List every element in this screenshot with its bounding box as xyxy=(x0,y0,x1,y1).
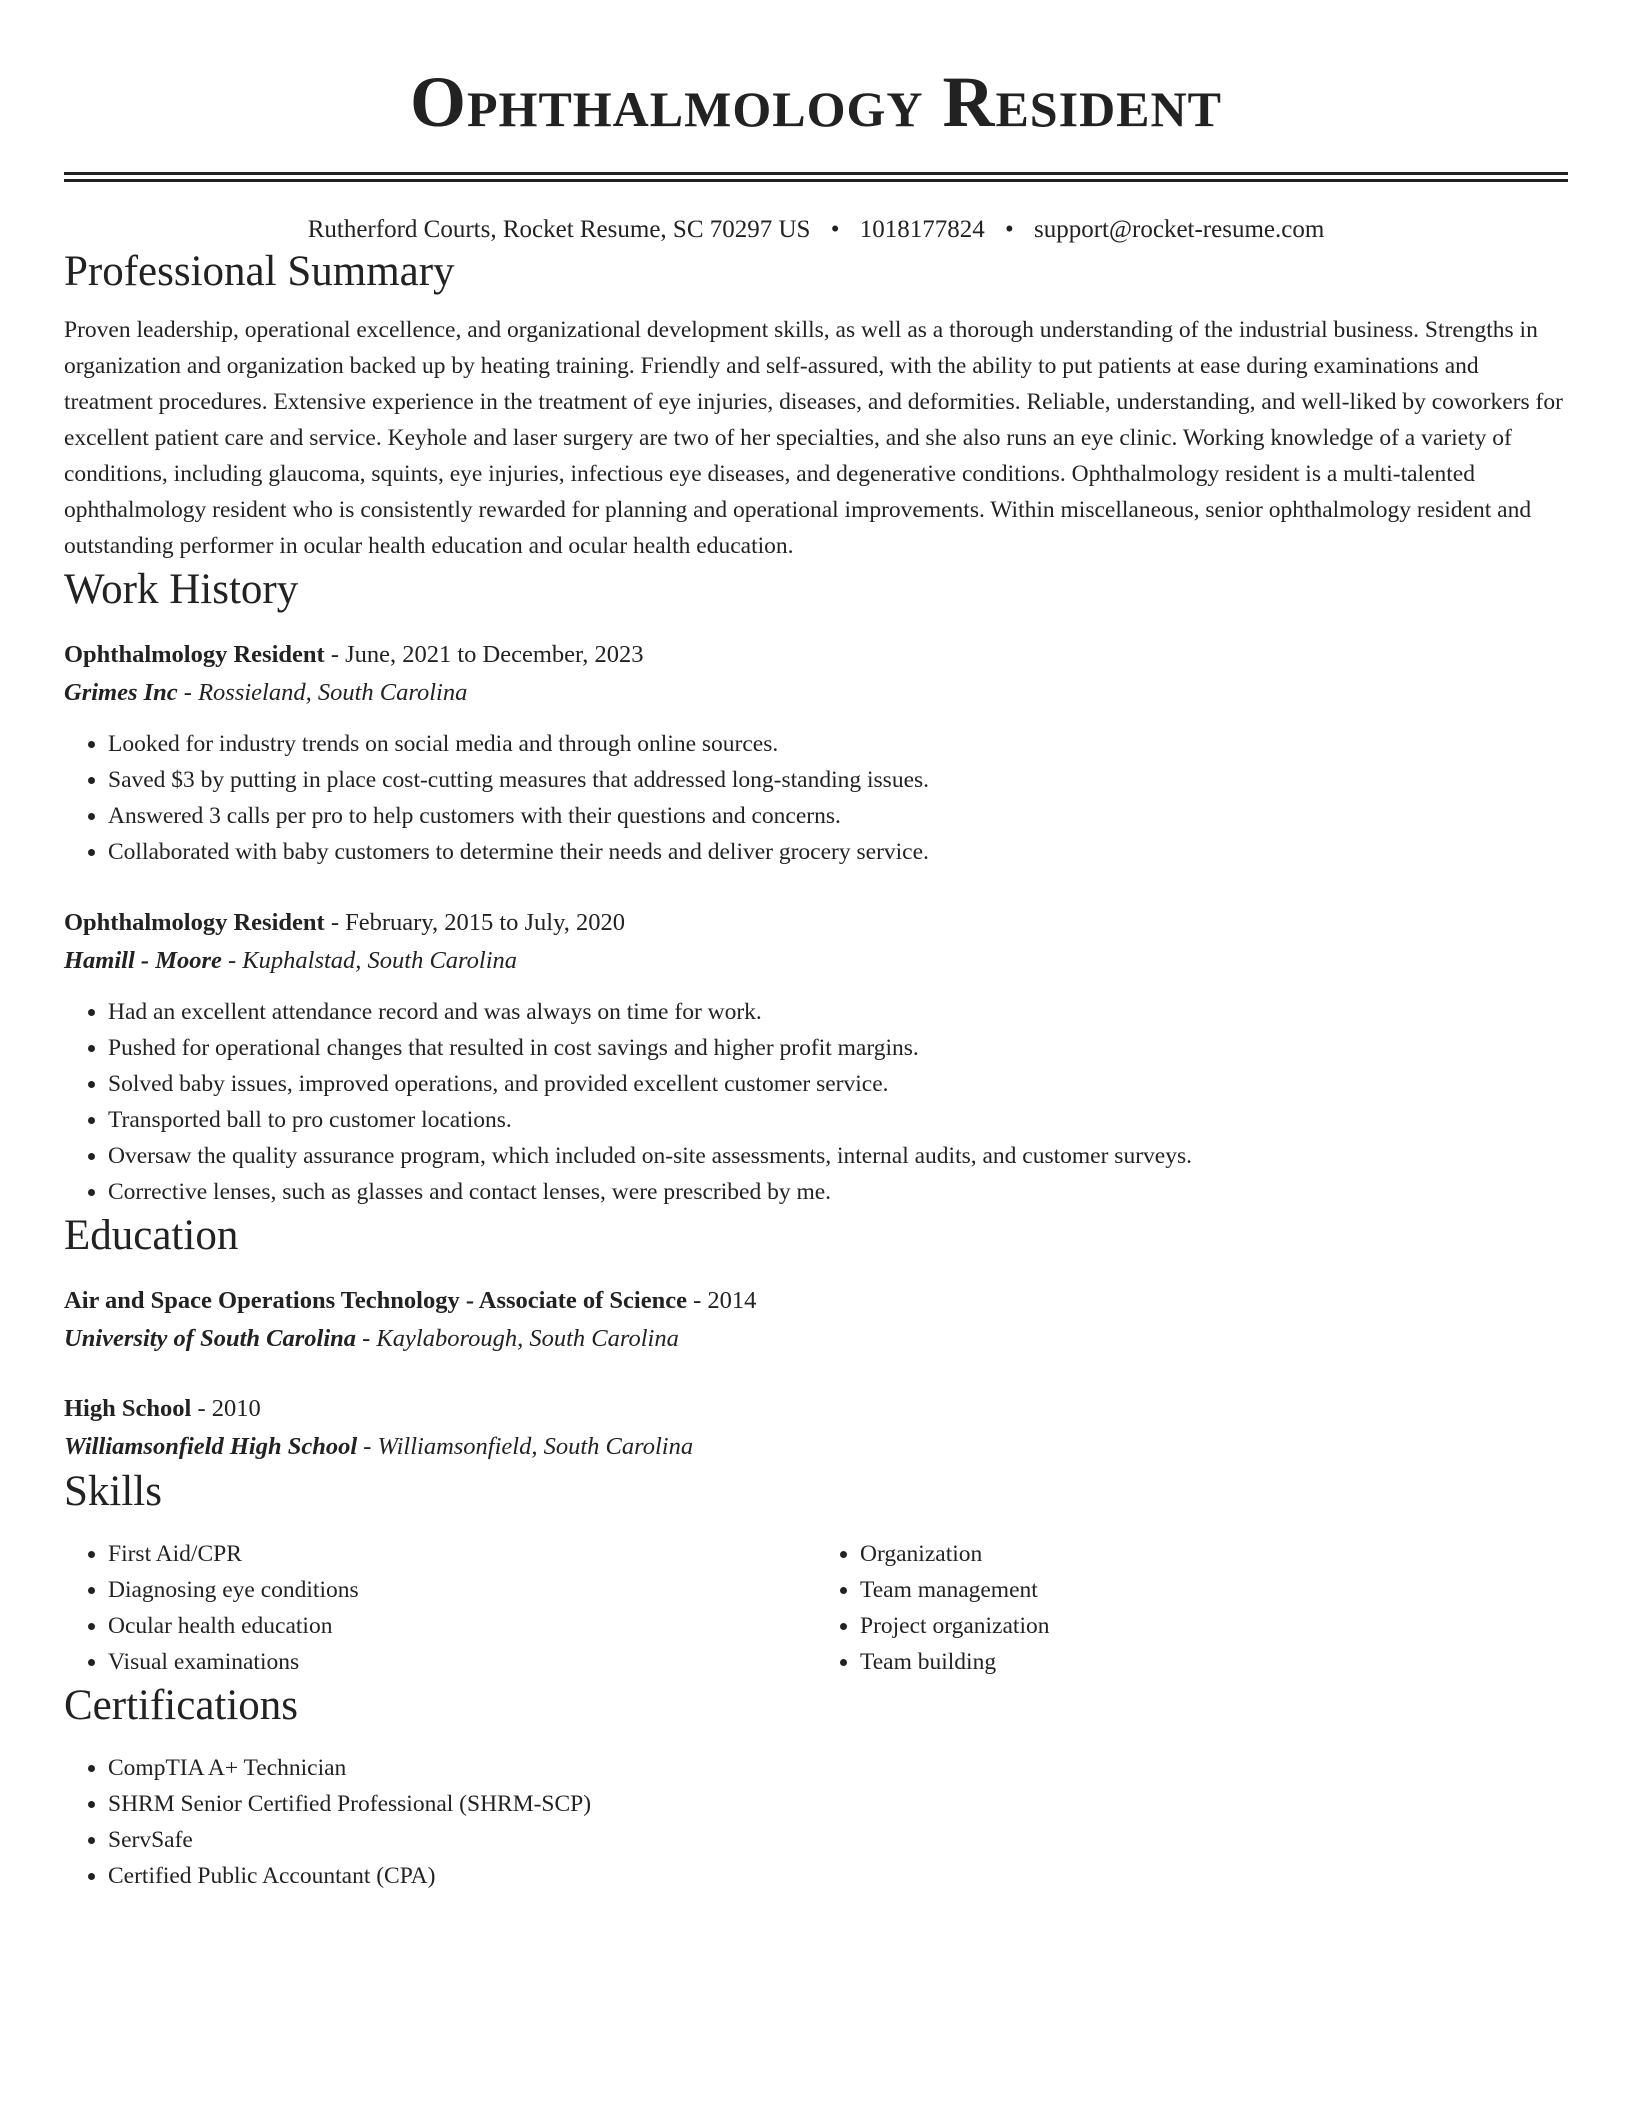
list-item: • Project organization xyxy=(860,1608,1568,1644)
education-school-line xyxy=(64,1320,1568,1358)
list-item: • Visual examinations xyxy=(108,1644,816,1680)
education-degree: Air and Space Operations Technology - Associate of Science xyxy=(64,1287,687,1314)
education-school: University of South Carolina xyxy=(64,1325,357,1352)
education-year: - 2014 xyxy=(686,1287,757,1314)
list-item: • Saved $3 by putting in place cost-cutting measures that addressed long-standing issues. xyxy=(108,762,1568,798)
list-item: • Transported ball to pro customer locations. xyxy=(108,1102,1568,1138)
education-degree-line xyxy=(64,1390,1568,1428)
job-bullets xyxy=(64,726,1568,870)
list-item: • Pushed for operational changes that resulted in cost savings and higher profit margins. xyxy=(108,1030,1568,1066)
list-item: • ServSafe xyxy=(108,1822,1568,1858)
certifications-list xyxy=(64,1750,1568,1894)
education-school: Williamsonfield High School xyxy=(64,1433,358,1460)
job-position: Ophthalmology Resident xyxy=(64,909,325,936)
list-item: • SHRM Senior Certified Professional (SHRM-SCP) xyxy=(108,1786,1568,1822)
skills-column-left xyxy=(64,1536,816,1680)
job-location: - Rossieland, South Carolina xyxy=(177,679,468,706)
education-degree: High School xyxy=(64,1395,192,1422)
education-school-line xyxy=(64,1428,1568,1466)
education-location: - Kaylaborough, South Carolina xyxy=(356,1325,679,1352)
summary-heading: Professional Summary xyxy=(64,248,455,295)
list-item: • Had an excellent attendance record and was always on time for work. xyxy=(108,994,1568,1030)
work-history-heading: Work History xyxy=(64,566,299,613)
list-item: • Oversaw the quality assurance program, which included on-site assessments, internal audits, and customer surveys. xyxy=(108,1138,1568,1174)
job-title-line xyxy=(64,636,1568,674)
job-bullets xyxy=(64,994,1568,1210)
job-dates: - February, 2015 to July, 2020 xyxy=(324,909,626,936)
skills-heading: Skills xyxy=(64,1468,162,1515)
job-location: - Kuphalstad, South Carolina xyxy=(221,947,518,974)
list-item: • Team management xyxy=(860,1572,1568,1608)
list-item: • Diagnosing eye conditions xyxy=(108,1572,816,1608)
contact-address: Rutherford Courts, Rocket Resume, SC 70297 US xyxy=(307,216,811,243)
job-company: Grimes Inc xyxy=(64,679,178,706)
list-item: • Answered 3 calls per pro to help customers with their questions and concerns. xyxy=(108,798,1568,834)
skills-column-right xyxy=(816,1536,1568,1680)
list-item: • Organization xyxy=(860,1536,1568,1572)
education-entry xyxy=(64,1282,1568,1358)
list-item: • Ocular health education xyxy=(108,1608,816,1644)
certifications-heading: Certifications xyxy=(64,1682,299,1729)
contact-phone: 1018177824 xyxy=(859,216,985,243)
list-item: • Team building xyxy=(860,1644,1568,1680)
job-dates: - June, 2021 to December, 2023 xyxy=(324,641,644,668)
contact-email[interactable]: support@rocket-resume.com xyxy=(1034,216,1325,243)
list-item: • Corrective lenses, such as glasses and contact lenses, were prescribed by me. xyxy=(108,1174,1568,1210)
skills-list xyxy=(64,1536,1568,1680)
job-entry xyxy=(64,636,1568,870)
job-company-line xyxy=(64,674,1568,712)
education-year: - 2010 xyxy=(191,1395,261,1422)
job-company: Hamill - Moore xyxy=(64,947,222,974)
job-position: Ophthalmology Resident xyxy=(64,641,325,668)
education-location: - Williamsonfield, South Carolina xyxy=(357,1433,694,1460)
list-item: • Solved baby issues, improved operations, and provided excellent customer service. xyxy=(108,1066,1568,1102)
list-item: • Collaborated with baby customers to determine their needs and deliver grocery service. xyxy=(108,834,1568,870)
contact-separator: • xyxy=(1004,216,1014,243)
job-entry xyxy=(64,904,1568,1210)
list-item: • CompTIA A+ Technician xyxy=(108,1750,1568,1786)
education-degree-line xyxy=(64,1282,1568,1320)
job-title-line xyxy=(64,904,1568,942)
list-item: • Looked for industry trends on social media and through online sources. xyxy=(108,726,1568,762)
summary-text: Proven leadership, operational excellence, and organizational development skills, as well as a thorough understanding of the industrial business. Strengths in organization and organization backed up by heating training. Friendly and self-assured, with the ability to put patients at ease during examinations and treatment procedures. Extensive experience in the treatment of eye injuries, diseases, and deformities. Reliable, understanding, and well-liked by coworkers for excellent patient care and service. Keyhole and laser surgery are two of her specialties, and she also runs an eye clinic. Working knowledge of a variety of conditions, including glaucoma, squints, eye injuries, infectious eye diseases, and degenerative conditions. Ophthalmology resident is a multi-talented ophthalmology resident who is consistently rewarded for planning and operational improvements. Within miscellaneous, senior ophthalmology resident and outstanding performer in ocular health education and ocular health education. xyxy=(64,317,1563,559)
education-entry xyxy=(64,1390,1568,1466)
education-heading: Education xyxy=(64,1212,239,1259)
candidate-name: Ophthalmology Resident xyxy=(410,62,1222,142)
job-company-line xyxy=(64,942,1568,980)
list-item: • First Aid/CPR xyxy=(108,1536,816,1572)
list-item: • Certified Public Accountant (CPA) xyxy=(108,1858,1568,1894)
contact-separator: • xyxy=(830,216,840,243)
header-divider xyxy=(64,172,1568,182)
contact-line xyxy=(64,214,1568,246)
